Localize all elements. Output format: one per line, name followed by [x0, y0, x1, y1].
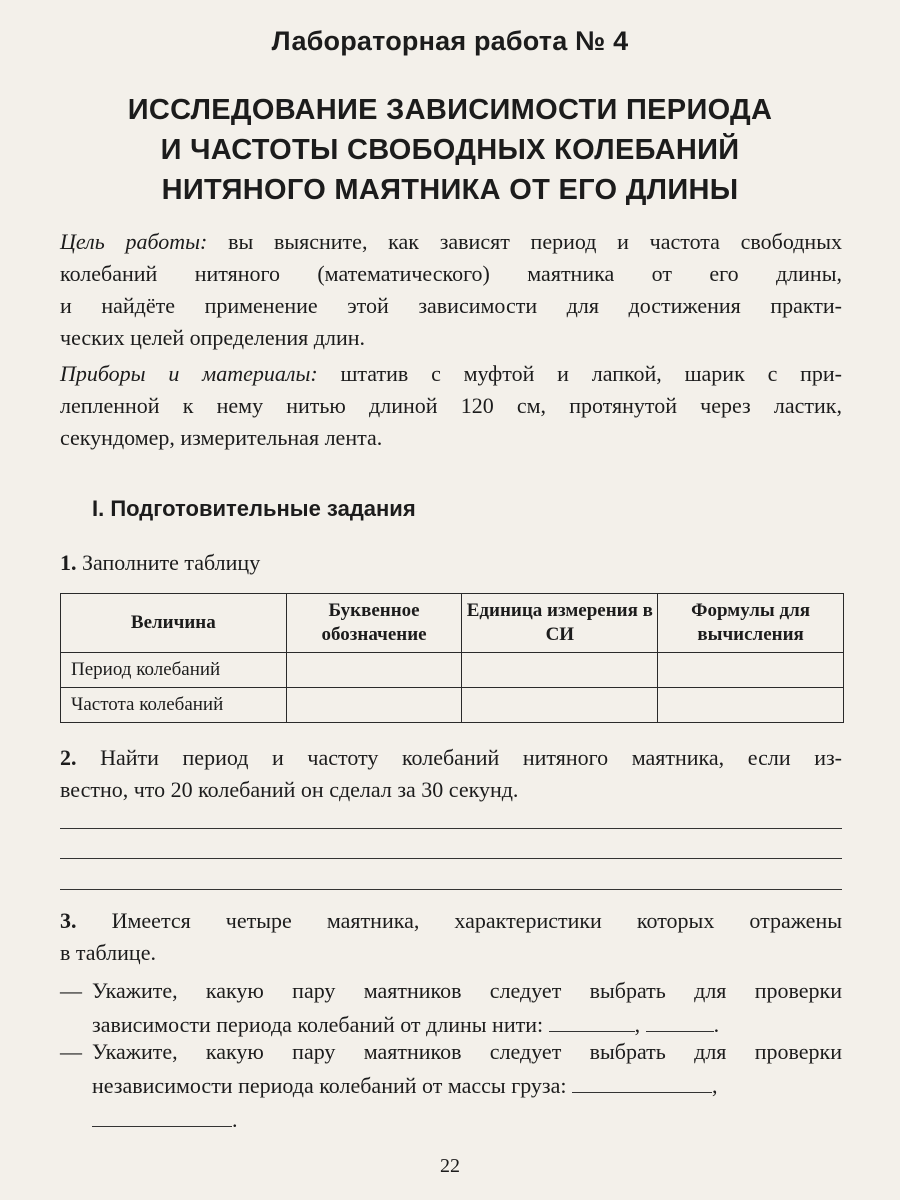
task-1-text: Заполните таблицу	[82, 550, 261, 575]
task-2-text-line: Найти период и частоту колебаний нитяного маятника, если из-	[100, 745, 842, 770]
table-header-cell: Единица измерения в СИ	[462, 594, 658, 653]
main-title-line: НИТЯНОГО МАЯТНИКА ОТ ЕГО ДЛИНЫ	[161, 174, 739, 206]
page-number: 22	[440, 1155, 460, 1177]
task-3-text-line: Имеется четыре маятника, характеристики которых отражены	[111, 908, 843, 933]
dash-marker: —	[60, 978, 82, 1003]
table-row	[61, 688, 844, 723]
separator: ,	[634, 1012, 641, 1037]
materials-label: Приборы и материалы:	[60, 361, 318, 386]
table-cell: Период колебаний	[61, 653, 287, 688]
main-title-line: И ЧАСТОТЫ СВОБОДНЫХ КОЛЕБАНИЙ	[160, 134, 740, 166]
lab-work-heading: Лабораторная работа № 4	[271, 26, 629, 56]
table-cell-blank[interactable]	[286, 688, 462, 723]
task-1-number: 1.	[60, 550, 77, 575]
table-header-cell: Формулы для вычисления	[658, 594, 844, 653]
table-cell-blank[interactable]	[658, 688, 844, 723]
goal-label: Цель работы:	[60, 229, 208, 254]
task-3-text-line: в таблице.	[60, 940, 156, 965]
section-heading: I. Подготовительные задания	[92, 496, 416, 521]
task-2-text-line: вестно, что 20 колебаний он сделал за 30 секунд.	[60, 777, 519, 802]
task-2	[60, 742, 842, 806]
item-text-line: Укажите, какую пару маятников следует выбрать для проверки	[92, 978, 842, 1003]
goal-text-line: вы выясните, как зависят период и частота свободных	[228, 229, 842, 254]
answer-blank[interactable]	[646, 1009, 714, 1032]
quantities-table	[60, 593, 844, 723]
table-cell-blank[interactable]	[658, 653, 844, 688]
materials-paragraph	[60, 358, 842, 454]
answer-blank[interactable]	[92, 1104, 232, 1127]
main-title	[60, 90, 840, 210]
task-3	[60, 905, 842, 969]
main-title-line: ИССЛЕДОВАНИЕ ЗАВИСИМОСТИ ПЕРИОДА	[127, 94, 773, 126]
end-mark: .	[713, 1012, 720, 1037]
table-header-row	[61, 594, 844, 653]
item-text-line: независимости периода колебаний от массы груза:	[92, 1073, 567, 1098]
answer-line[interactable]	[60, 828, 842, 829]
end-mark: .	[232, 1107, 238, 1132]
answer-line[interactable]	[60, 889, 842, 890]
task-3-item-mass	[60, 1035, 842, 1137]
dash-marker: —	[60, 1039, 82, 1064]
materials-text-line: штатив с муфтой и лапкой, шарик с при-	[340, 361, 843, 386]
answer-blank[interactable]	[549, 1009, 635, 1032]
task-3-item-length	[60, 974, 842, 1042]
answer-blank[interactable]	[572, 1070, 712, 1093]
materials-text-line: секундомер, измерительная лента.	[60, 425, 383, 450]
answer-line[interactable]	[60, 858, 842, 859]
materials-text-line: лепленной к нему нитью длиной 120 см, протянутой через ластик,	[60, 393, 842, 418]
table-cell-blank[interactable]	[462, 688, 658, 723]
separator: ,	[712, 1073, 718, 1098]
table-header-cell: Величина	[61, 594, 287, 653]
table-cell: Частота колебаний	[61, 688, 287, 723]
task-2-number: 2.	[60, 745, 77, 770]
table-header-cell: Буквенное обозначение	[286, 594, 462, 653]
item-text-line: зависимости периода колебаний от длины нити:	[92, 1012, 544, 1037]
goal-text-line: ческих целей определения длин.	[60, 325, 365, 350]
goal-text-line: колебаний нитяного (математического) маятника от его длины,	[60, 261, 842, 286]
table-cell-blank[interactable]	[462, 653, 658, 688]
task-3-number: 3.	[60, 908, 77, 933]
table-row	[61, 653, 844, 688]
item-text-line: Укажите, какую пару маятников следует выбрать для проверки	[92, 1039, 842, 1064]
goal-text-line: и найдёте применение этой зависимости для достижения практи-	[60, 293, 842, 318]
task-1-heading	[60, 550, 260, 576]
table-cell-blank[interactable]	[286, 653, 462, 688]
goal-paragraph	[60, 226, 842, 354]
